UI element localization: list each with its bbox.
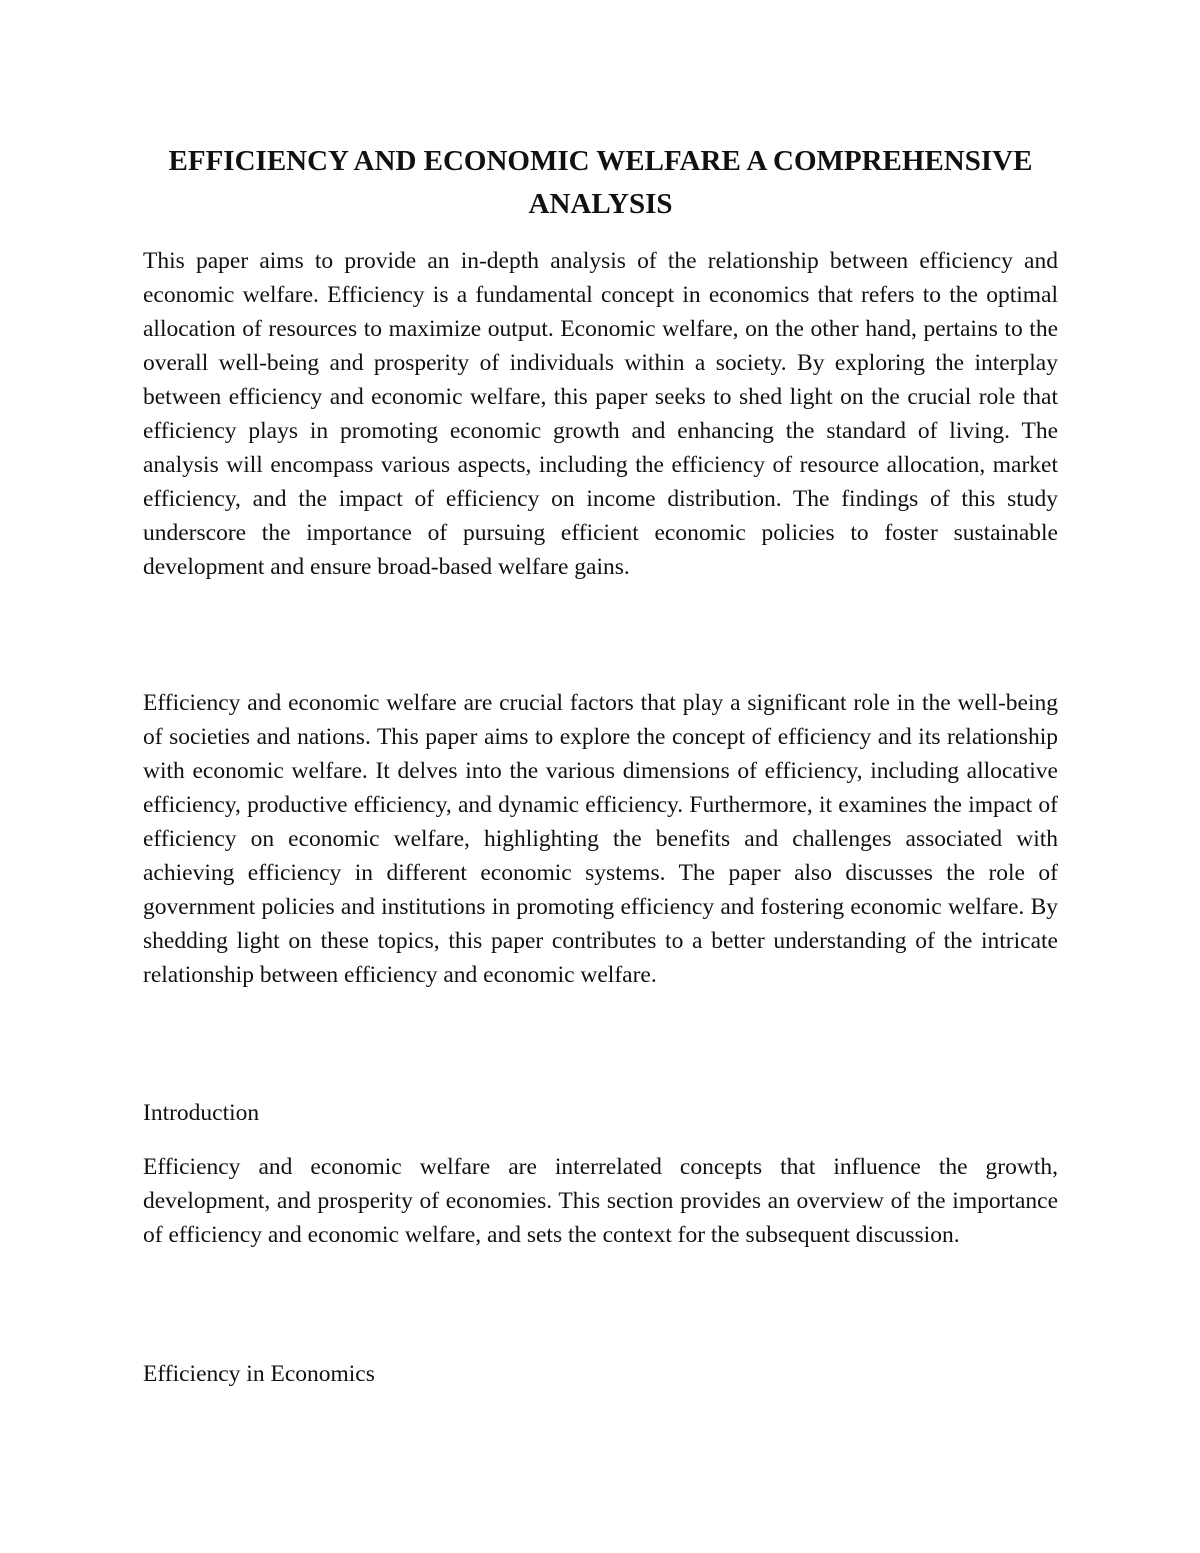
abstract-paragraph: This paper aims to provide an in-depth analysis of the relationship between efficiency and economic welfare. Efficiency is a fundamental concept in economics that refers to the optimal allocation of resources to maximize output. Economic welfare, on the other hand, pertains to the overall well-being and prosperity of individuals within a society. By exploring the interplay between efficiency and economic welfare, this paper seeks to shed light on the crucial role that efficiency plays in promoting economic growth and enhancing the standard of living. The analysis will encompass various aspects, including the efficiency of resource allocation, market efficiency, and the impact of efficiency on income distribution. The findings of this study underscore the importance of pursuing efficient economic policies to foster sustainable development and ensure broad-based welfare gains. xyxy=(143,248,1058,580)
section-heading-introduction: Introduction xyxy=(143,1100,260,1126)
section-heading-efficiency-in-economics: Efficiency in Economics xyxy=(143,1361,375,1387)
document-title: EFFICIENCY AND ECONOMIC WELFARE A COMPREHENSIVE ANALYSIS xyxy=(168,145,1033,220)
overview-paragraph: Efficiency and economic welfare are crucial factors that play a significant role in the well-being of societies and nations. This paper aims to explore the concept of efficiency and its relationship with economic welfare. It delves into the various dimensions of efficiency, including allocative efficiency, productive efficiency, and dynamic efficiency. Furthermore, it examines the impact of efficiency on economic welfare, highlighting the benefits and challenges associated with achieving efficiency in different economic systems. The paper also discusses the role of government policies and institutions in promoting efficiency and fostering economic welfare. By shedding light on these topics, this paper contributes to a better understanding of the intricate relationship between efficiency and economic welfare. xyxy=(143,690,1058,988)
introduction-paragraph: Efficiency and economic welfare are interrelated concepts that influence the growth, development, and prosperity of economies. This section provides an overview of the importance of efficiency and economic welfare, and sets the context for the subsequent discussion. xyxy=(143,1154,1058,1248)
